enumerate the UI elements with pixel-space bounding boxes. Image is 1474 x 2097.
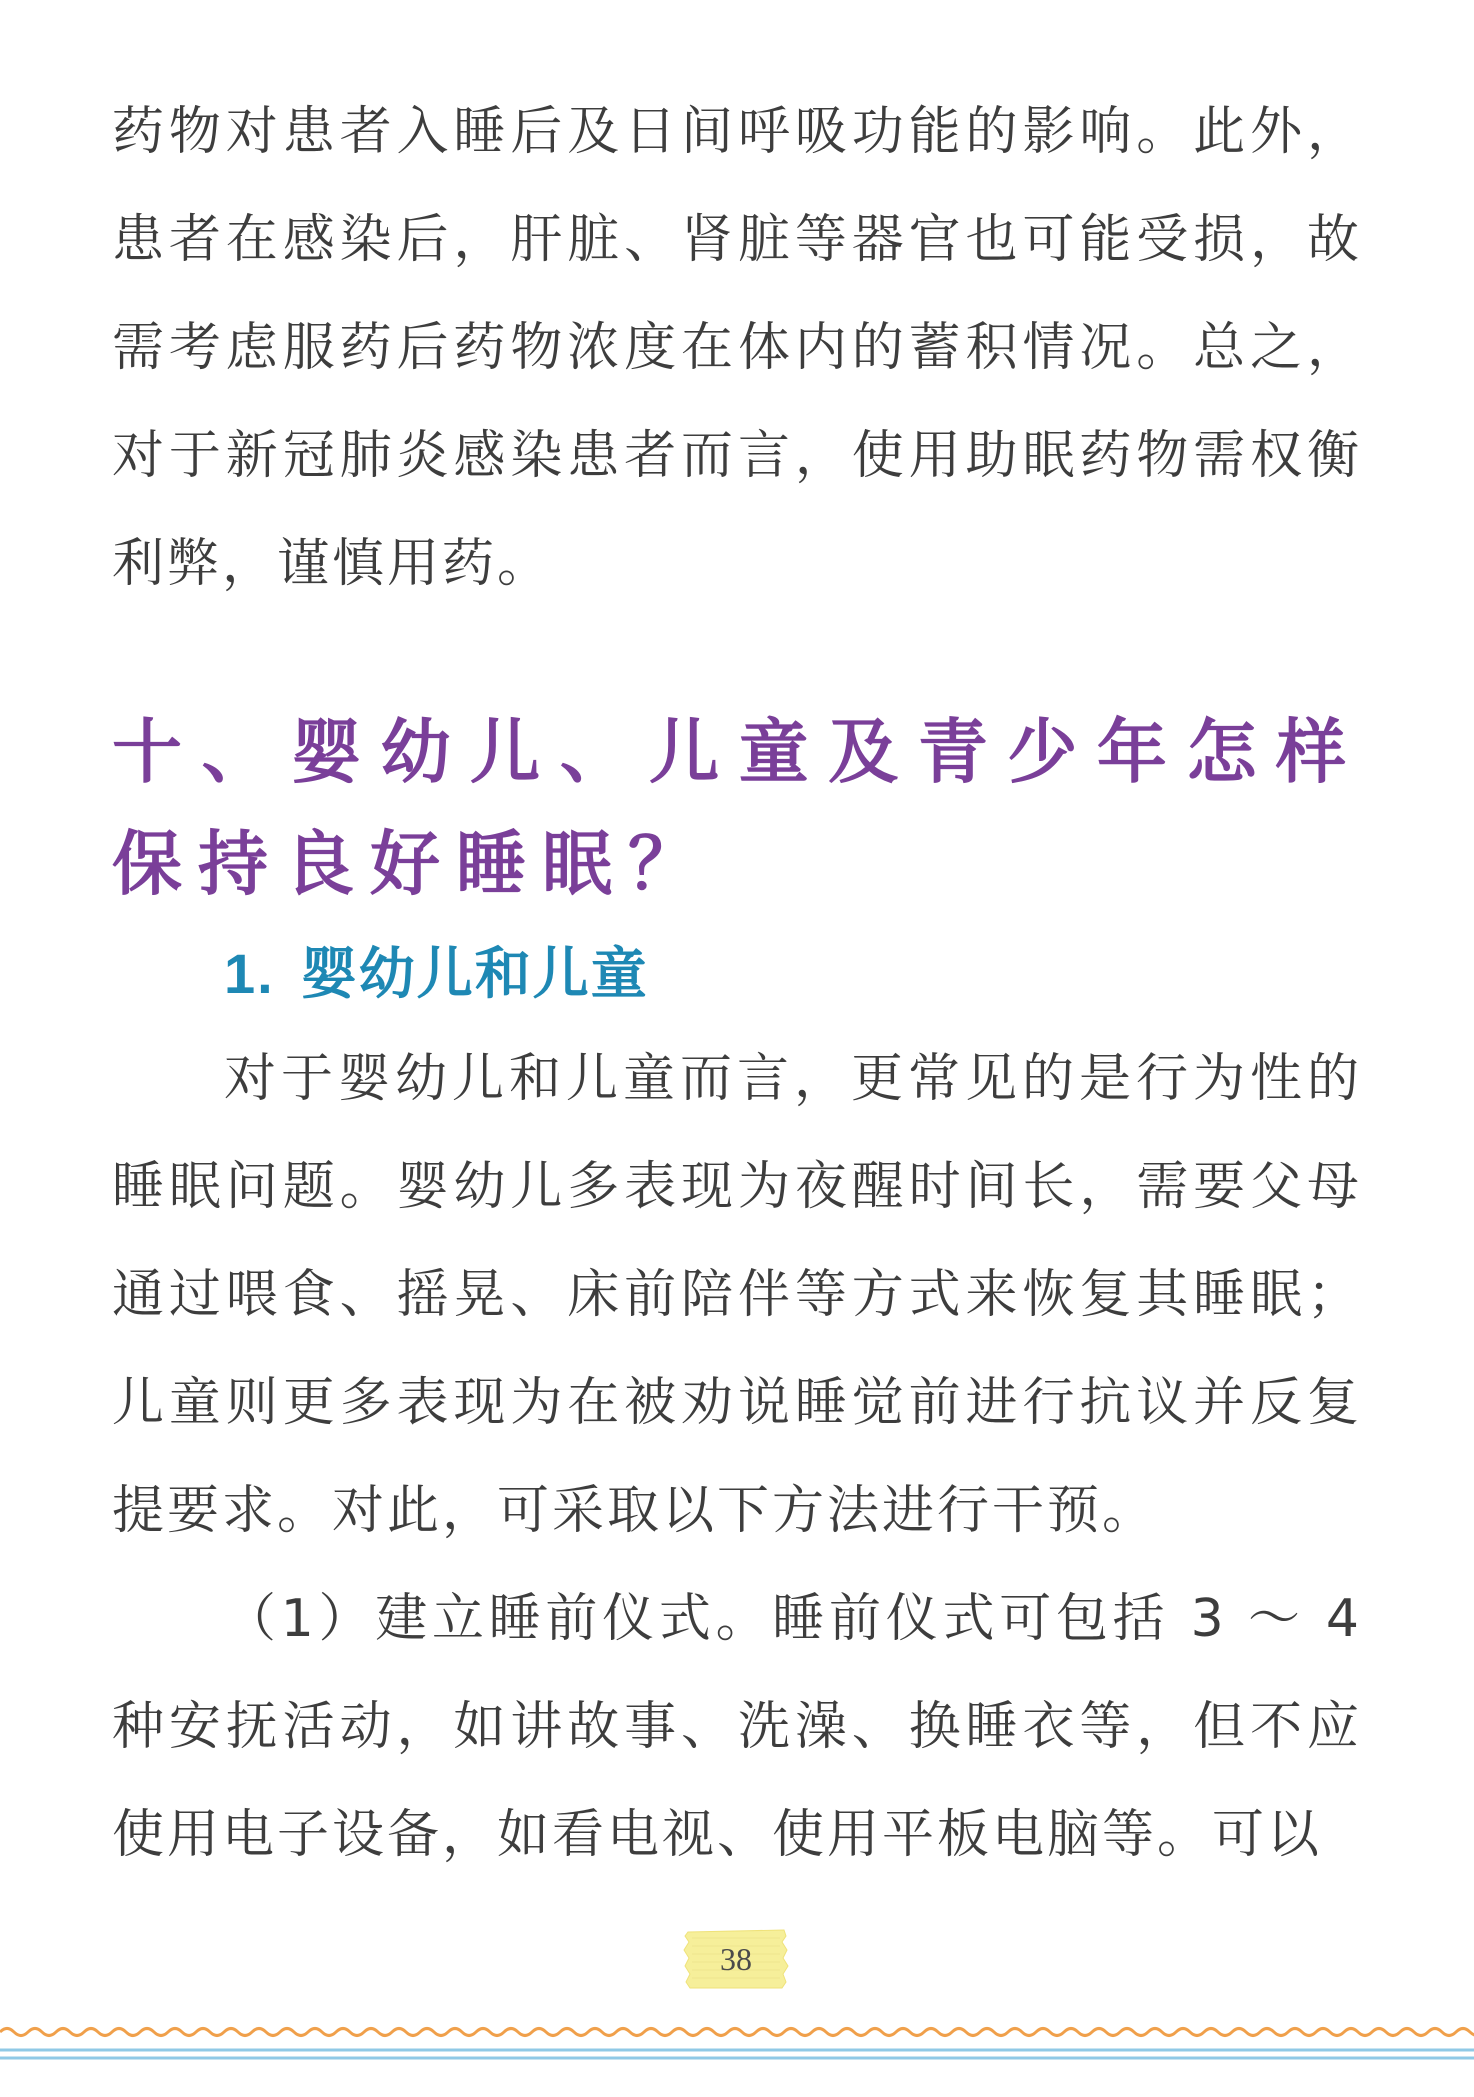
page-number-badge (682, 1928, 790, 1990)
section-heading: 十、婴幼儿、儿童及青少年怎样保持良好睡眠？ (112, 711, 1362, 905)
page-number: 38 (720, 1941, 752, 1977)
footer-wave-decoration (0, 2010, 1474, 2097)
body-paragraph: 对于婴幼儿和儿童而言，更常见的是行为性的睡眠问题。婴幼儿多表现为夜醒时间长，需要父母通过喂食、摇晃、床前陪伴等方式来恢复其睡眠；儿童则更多表现为在被劝说睡觉前进行抗议并反复提要求。对此，可采取以下方法进行干预。 (112, 1049, 1362, 1541)
footer-orange-wave (0, 2029, 1474, 2036)
page-content (112, 100, 1362, 1889)
subsection-heading (224, 924, 1362, 1025)
body-paragraph-continued: 药物对患者入睡后及日间呼吸功能的影响。此外，患者在感染后，肝脏、肾脏等器官也可能受损，故需考虑服药后药物浓度在体内的蓄积情况。总之，对于新冠肺炎感染患者而言，使用助眠药物需权衡利弊，谨慎用药。 (112, 102, 1362, 594)
subsection-title: 婴幼儿和儿童 (300, 942, 649, 1007)
subsection-number: 1. (224, 942, 275, 1005)
body-paragraph: （1）建立睡前仪式。睡前仪式可包括 3 ～ 4 种安抚活动，如讲故事、洗澡、换睡衣等，但不应使用电子设备，如看电视、使用平板电脑等。可以 (112, 1589, 1362, 1865)
